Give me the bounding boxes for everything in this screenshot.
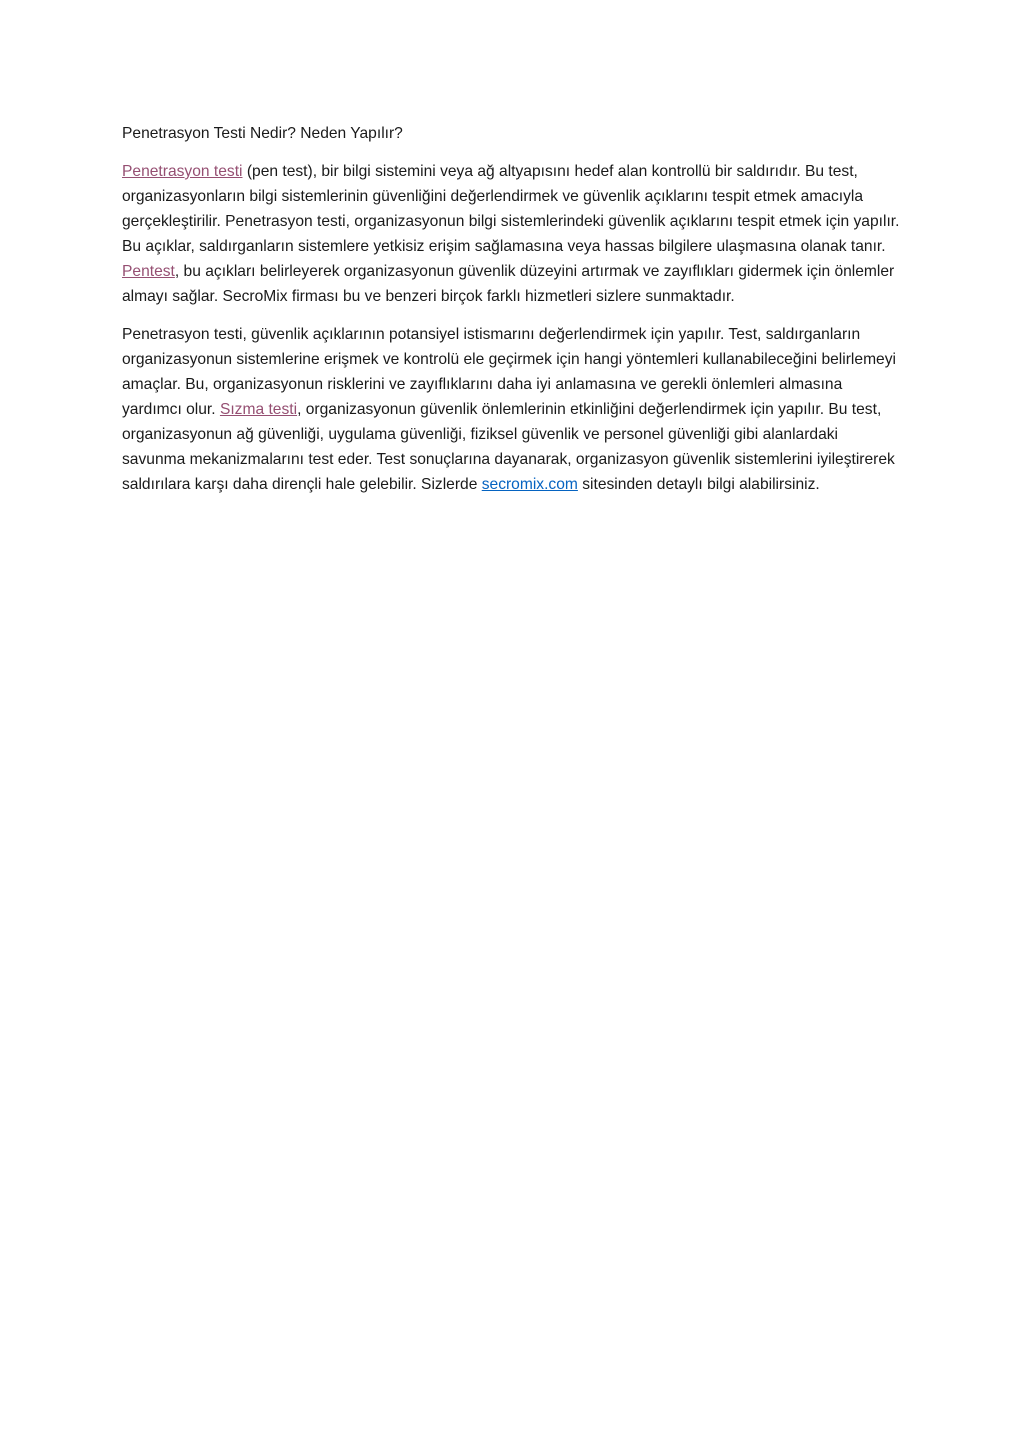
paragraph-2-text-2: , organizasyonun güvenlik önlemlerinin etkinliğini değerlendirmek için yapılır. Bu test, organizasyonun ağ güvenliği, uygulama güvenliği, fiziksel güvenlik ve personel güvenliği gibi alanlardaki savunma mekanizmalarını test eder. Test sonuçlarına dayanarak, organizasyon güvenlik sistemlerini iyileştirerek saldırılara karşı daha dirençli hale gelebilir. Sizlerde bbox=[122, 401, 895, 493]
secromix-link[interactable]: secromix.com bbox=[481, 476, 578, 493]
paragraph-1 bbox=[122, 159, 904, 309]
paragraph-1-text-2: , bu açıkları belirleyerek organizasyonun güvenlik düzeyini artırmak ve zayıflıkları gidermek için önlemler almayı sağlar. SecroMix firması bu ve benzeri birçok farklı hizmetleri sizlere sunmaktadır. bbox=[122, 263, 895, 305]
document-body bbox=[122, 121, 904, 510]
paragraph-2-text-3: sitesinden detaylı bilgi alabilirsiniz. bbox=[577, 476, 820, 493]
paragraph-1-text-1: (pen test), bir bilgi sistemini veya ağ altyapısını hedef alan kontrollü bir saldırıdır. Bu test, organizasyonların bilgi sistemlerinin güvenliğini değerlendirmek ve güvenlik açıklarını tespit etmek amacıyla gerçekleştirilir. Penetrasyon testi, organizasyonun bilgi sistemlerindeki güvenlik açıklarını tespit etmek için yapılır. Bu açıklar, saldırganların sistemlere yetkisiz erişim sağlamasına veya hassas bilgilere ulaşmasına olanak tanır. bbox=[122, 163, 900, 255]
document-title: Penetrasyon Testi Nedir? Neden Yapılır? bbox=[122, 125, 403, 142]
paragraph-2-text-1: Penetrasyon testi, güvenlik açıklarının potansiyel istismarını değerlendirmek için yapılır. Test, saldırganların organizasyonun sistemlerine erişmek ve kontrolü ele geçirmek için hangi yöntemleri kullanabileceğini belirlemeyi amaçlar. Bu, organizasyonun risklerini ve zayıflıklarını daha iyi anlamasına ve gerekli önlemleri almasına yardımcı olur. bbox=[122, 326, 896, 418]
sizma-testi-link[interactable]: Sızma testi bbox=[219, 401, 298, 418]
pentest-link[interactable]: Pentest bbox=[122, 263, 175, 280]
paragraph-2 bbox=[122, 322, 904, 497]
penetrasyon-testi-link[interactable]: Penetrasyon testi bbox=[122, 163, 243, 180]
